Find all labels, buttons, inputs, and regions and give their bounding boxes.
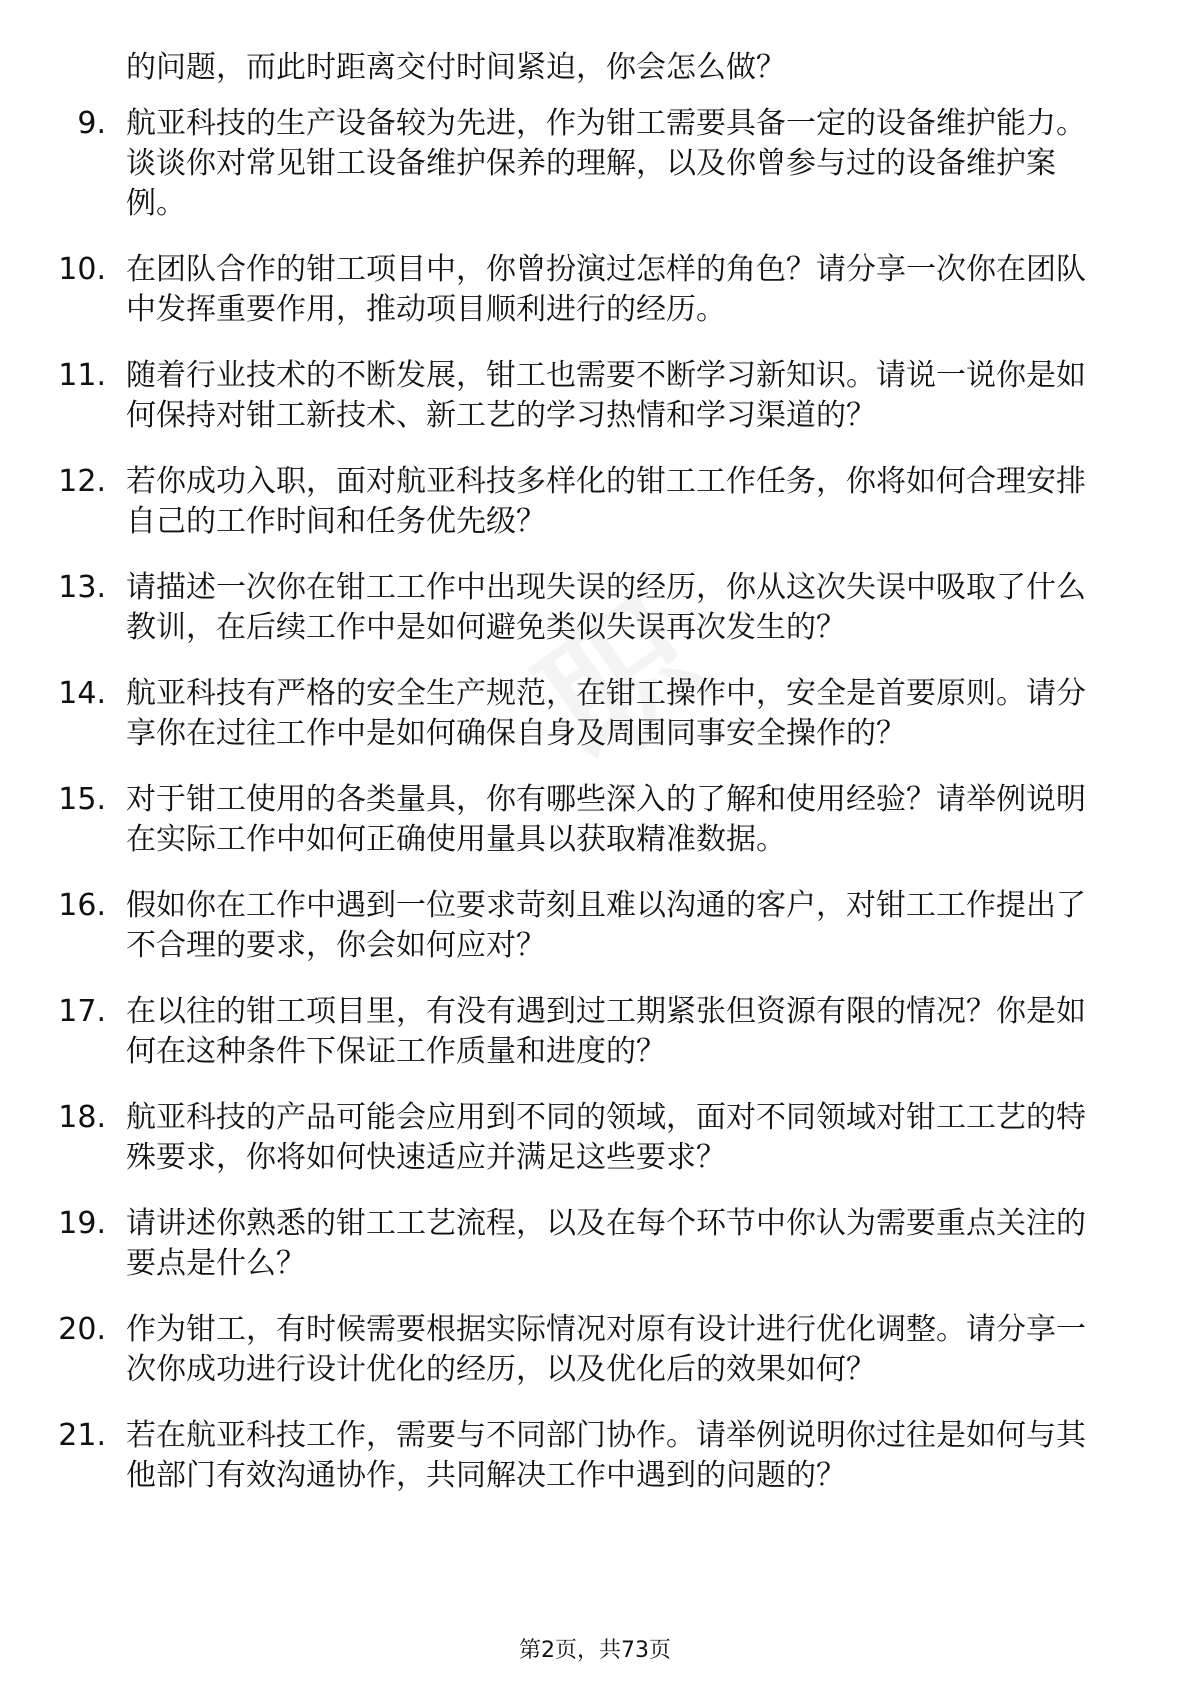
question-item-19 bbox=[0, 1204, 1190, 1284]
question-text: 航亚科技的生产设备较为先进，作为钳工需要具备一定的设备维护能力。谈谈你对常见钳工设备维护保养的理解，以及你曾参与过的设备维护案例。 bbox=[126, 106, 1086, 221]
question-item-10 bbox=[0, 250, 1190, 330]
question-number: 15. bbox=[58, 782, 106, 817]
question-item-15 bbox=[0, 780, 1190, 860]
question-item-21 bbox=[0, 1416, 1190, 1496]
question-number: 14. bbox=[58, 676, 106, 711]
question-number: 10. bbox=[58, 252, 106, 287]
question-number: 16. bbox=[58, 888, 106, 923]
question-number: 18. bbox=[58, 1100, 106, 1135]
question-number: 19. bbox=[58, 1206, 106, 1241]
question-text: 假如你在工作中遇到一位要求苛刻且难以沟通的客户，对钳工工作提出了不合理的要求，你会如何应对？ bbox=[126, 888, 1086, 963]
question-item-14 bbox=[0, 674, 1190, 754]
question-text: 航亚科技有严格的安全生产规范，在钳工操作中，安全是首要原则。请分享你在过往工作中是如何确保自身及周围同事安全操作的？ bbox=[126, 676, 1086, 751]
question-item-13 bbox=[0, 568, 1190, 648]
question-item-11 bbox=[0, 356, 1190, 436]
question-item-9 bbox=[0, 104, 1190, 224]
question-text: 若在航亚科技工作，需要与不同部门协作。请举例说明你过往是如何与其他部门有效沟通协作，共同解决工作中遇到的问题的？ bbox=[126, 1418, 1086, 1493]
question-number: 21. bbox=[58, 1418, 106, 1453]
question-item-16 bbox=[0, 886, 1190, 966]
question-number: 11. bbox=[58, 358, 106, 393]
question-text: 的问题，而此时距离交付时间紧迫，你会怎么做？ bbox=[126, 50, 786, 85]
question-continuation bbox=[0, 48, 1190, 88]
question-number: 20. bbox=[58, 1312, 106, 1347]
question-text: 若你成功入职，面对航亚科技多样化的钳工工作任务，你将如何合理安排自己的工作时间和任务优先级？ bbox=[126, 464, 1086, 539]
question-text: 随着行业技术的不断发展，钳工也需要不断学习新知识。请说一说你是如何保持对钳工新技术、新工艺的学习热情和学习渠道的？ bbox=[126, 358, 1086, 433]
question-item-18 bbox=[0, 1098, 1190, 1178]
question-number: 13. bbox=[58, 570, 106, 605]
question-text: 作为钳工，有时候需要根据实际情况对原有设计进行优化调整。请分享一次你成功进行设计优化的经历，以及优化后的效果如何？ bbox=[126, 1312, 1086, 1387]
question-text: 对于钳工使用的各类量具，你有哪些深入的了解和使用经验？请举例说明在实际工作中如何正确使用量具以获取精准数据。 bbox=[126, 782, 1086, 857]
page-number-footer: 第2页，共73页 bbox=[519, 1638, 671, 1663]
question-text: 在团队合作的钳工项目中，你曾扮演过怎样的角色？请分享一次你在团队中发挥重要作用，推动项目顺利进行的经历。 bbox=[126, 252, 1086, 327]
question-text: 请讲述你熟悉的钳工工艺流程，以及在每个环节中你认为需要重点关注的要点是什么？ bbox=[126, 1206, 1086, 1281]
question-item-12 bbox=[0, 462, 1190, 542]
question-number: 9. bbox=[77, 106, 106, 141]
question-item-20 bbox=[0, 1310, 1190, 1390]
question-number: 12. bbox=[58, 464, 106, 499]
question-list bbox=[0, 48, 1190, 1496]
question-text: 在以往的钳工项目里，有没有遇到过工期紧张但资源有限的情况？你是如何在这种条件下保证工作质量和进度的？ bbox=[126, 994, 1086, 1069]
question-number: 17. bbox=[58, 994, 106, 1029]
question-text: 航亚科技的产品可能会应用到不同的领域，面对不同领域对钳工工艺的特殊要求，你将如何快速适应并满足这些要求？ bbox=[126, 1100, 1086, 1175]
question-text: 请描述一次你在钳工工作中出现失误的经历，你从这次失误中吸取了什么教训，在后续工作中是如何避免类似失误再次发生的？ bbox=[126, 570, 1086, 645]
question-item-17 bbox=[0, 992, 1190, 1072]
